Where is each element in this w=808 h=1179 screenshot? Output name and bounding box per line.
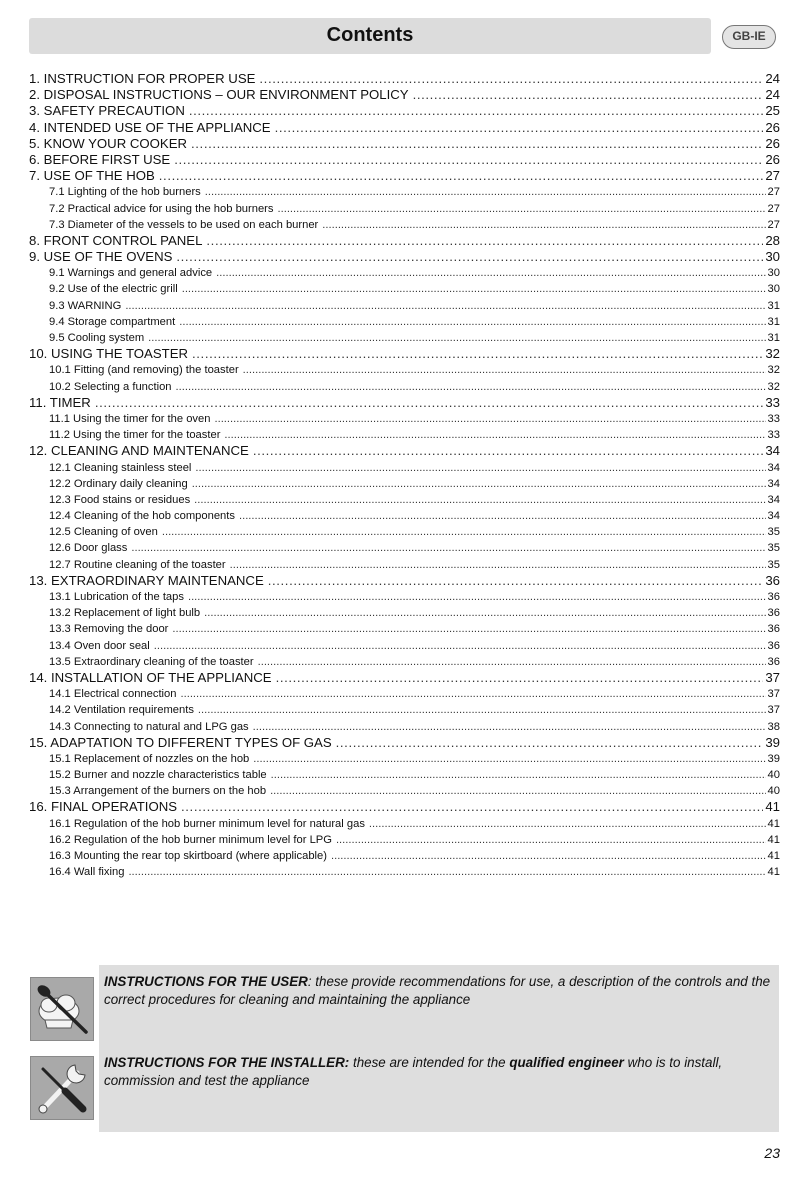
toc-leader-dots [195,460,765,476]
toc-section-entry [29,443,780,459]
toc-leader-dots [204,605,765,621]
installer-note-text-before: these are intended for the [349,1055,510,1070]
toc-entry-title: 15.1 Replacement of nozzles on the hob [49,752,250,765]
toc-section-entry [29,168,780,184]
toc-entry-page: 35 [767,526,780,539]
toc-subsection-entry [29,330,780,346]
toc-leader-dots [270,783,765,799]
toc-subsection-entry [29,201,780,217]
toc-leader-dots [253,443,763,459]
toc-entry-page: 30 [767,267,780,280]
toc-entry-page: 34 [767,510,780,523]
toc-leader-dots [131,540,765,556]
toc-entry-title: 16.4 Wall fixing [49,866,125,879]
page-number: 23 [764,1145,780,1161]
toc-subsection-entry [29,719,780,735]
toc-entry-title: 16. FINAL OPERATIONS [29,799,178,815]
toc-section-entry [29,71,780,87]
toc-leader-dots [206,233,763,249]
toc-leader-dots [214,411,765,427]
toc-leader-dots [191,136,763,152]
toc-entry-title: 12.3 Food stains or residues [49,493,191,506]
toc-subsection-entry [29,460,780,476]
toc-entry-title: 9. USE OF THE OVENS [29,249,173,265]
toc-entry-title: 7.2 Practical advice for using the hob burners [49,202,274,215]
toc-subsection-entry [29,832,780,848]
toc-leader-dots [188,589,766,605]
toc-entry-title: 16.2 Regulation of the hob burner minimum level for LPG [49,833,332,846]
toc-entry-page: 27 [765,168,780,184]
toc-entry-title: 2. DISPOSAL INSTRUCTIONS – OUR ENVIRONMENT POLICY [29,87,409,103]
toc-subsection-entry [29,217,780,233]
toc-entry-page: 36 [767,639,780,652]
toc-entry-title: 14.3 Connecting to natural and LPG gas [49,720,249,733]
toc-section-entry [29,799,780,815]
toc-entry-title: 6. BEFORE FIRST USE [29,151,171,167]
toc-entry-page: 38 [767,720,780,733]
toc-subsection-entry [29,557,780,573]
toc-section-entry [29,87,780,103]
toc-section-entry [29,395,780,411]
user-instructions-note [99,965,779,1046]
toc-subsection-entry [29,751,780,767]
toc-subsection-entry [29,427,780,443]
toc-entry-page: 35 [767,558,780,571]
toc-entry-page: 34 [767,461,780,474]
user-note-text: : these provide recommendations for use, a description of the controls and the correct procedures for cleaning and maintaining the appliance [104,974,771,1007]
toc-entry-title: 11.1 Using the timer for the oven [49,412,211,425]
toc-entry-title: 14.1 Electrical connection [49,688,177,701]
toc-entry-page: 41 [765,799,780,815]
toc-entry-title: 15.3 Arrangement of the burners on the hob [49,785,267,798]
toc-entry-page: 31 [767,332,780,344]
toc-subsection-entry [29,379,780,395]
toc-entry-page: 36 [767,623,780,636]
toc-entry-page: 40 [767,785,780,798]
toc-entry-title: 12.7 Routine cleaning of the toaster [49,558,226,571]
toc-entry-page: 31 [767,299,780,312]
toc-leader-dots [230,557,766,573]
toc-section-entry [29,233,780,249]
toc-leader-dots [239,508,766,524]
toc-entry-page: 33 [765,394,780,410]
toc-leader-dots [331,848,766,864]
toc-section-entry [29,735,780,751]
toc-entry-title: 13.5 Extraordinary cleaning of the toaster [49,655,254,668]
toc-leader-dots [159,168,764,184]
toc-entry-page: 41 [767,833,780,846]
toc-leader-dots [181,686,766,702]
toc-section-entry [29,152,780,168]
toc-entry-title: 9.4 Storage compartment [49,315,176,328]
toc-entry-title: 13.4 Oven door seal [49,639,150,652]
toc-subsection-entry [29,589,780,605]
toc-entry-title: 9.5 Cooling system [49,332,145,344]
toc-entry-page: 26 [765,135,780,151]
toc-leader-dots [128,864,765,880]
toc-entry-title: 8. FRONT CONTROL PANEL [29,232,203,248]
toc-entry-title: 12.1 Cleaning stainless steel [49,461,192,474]
toc-leader-dots [162,524,766,540]
toc-entry-page: 39 [765,734,780,750]
toc-leader-dots [216,265,765,281]
toc-leader-dots [275,120,764,136]
toc-entry-page: 27 [767,186,780,199]
toc-entry-page: 26 [765,151,780,167]
toc-leader-dots [172,621,765,637]
toc-entry-title: 13.3 Removing the door [49,623,169,636]
toc-section-entry [29,103,780,119]
toc-leader-dots [278,201,766,217]
installer-note-text-after: who is to install, commission and test the appliance [104,1055,723,1088]
toc-leader-dots [194,492,765,508]
toc-entry-page: 36 [765,572,780,588]
toc-entry-title: 13. EXTRAORDINARY MAINTENANCE [29,572,264,588]
toc-subsection-entry [29,314,780,330]
toc-subsection-entry [29,816,780,832]
toc-subsection-entry [29,281,780,297]
toc-leader-dots [154,638,766,654]
toc-leader-dots [224,427,765,443]
toc-subsection-entry [29,411,780,427]
toc-entry-title: 12. CLEANING AND MAINTENANCE [29,443,249,459]
toc-entry-title: 9.1 Warnings and general advice [49,267,213,280]
toc-subsection-entry [29,702,780,718]
toc-leader-dots [369,816,766,832]
toc-subsection-entry [29,476,780,492]
toc-subsection-entry [29,767,780,783]
toc-entry-page: 37 [767,704,780,717]
toc-entry-title: 7.1 Lighting of the hob burners [49,186,201,199]
installer-note-lead: INSTRUCTIONS FOR THE INSTALLER: [104,1055,350,1070]
toc-leader-dots [198,702,766,718]
toc-subsection-entry [29,638,780,654]
user-note-lead: INSTRUCTIONS FOR THE USER [104,974,308,989]
toc-entry-page: 41 [767,817,780,830]
toc-leader-dots [176,379,766,395]
toc-entry-title: 1. INSTRUCTION FOR PROPER USE [29,71,256,86]
toc-entry-title: 11.2 Using the timer for the toaster [49,429,221,442]
toc-entry-title: 14.2 Ventilation requirements [49,704,194,717]
toc-entry-title: 13.1 Lubrication of the taps [49,591,184,603]
toc-entry-page: 27 [767,218,780,231]
toc-entry-title: 10.2 Selecting a function [49,380,172,393]
toc-subsection-entry [29,508,780,524]
toc-leader-dots [243,362,766,378]
toc-section-entry [29,670,780,686]
toc-section-entry [29,120,780,136]
toc-entry-title: 7.3 Diameter of the vessels to be used on each burner [49,218,319,231]
toc-entry-title: 12.4 Cleaning of the hob components [49,510,235,523]
toc-entry-title: 10.1 Fitting (and removing) the toaster [49,364,239,377]
toc-leader-dots [125,298,765,314]
toc-entry-title: 9.3 WARNING [49,299,122,312]
page-title: Contents [326,24,414,46]
toc-leader-dots [276,670,764,686]
toc-entry-title: 11. TIMER [29,394,91,410]
toc-leader-dots [192,346,763,362]
toc-entry-title: 14. INSTALLATION OF THE APPLIANCE [29,669,272,685]
toc-entry-page: 30 [765,249,780,265]
toc-subsection-entry [29,848,780,864]
toc-entry-title: 5. KNOW YOUR COOKER [29,135,188,151]
toc-leader-dots [176,249,763,265]
toc-entry-title: 12.6 Door glass [49,542,128,555]
toc-entry-title: 16.1 Regulation of the hob burner minimum level for natural gas [49,817,365,830]
installer-note-emphasis: qualified engineer [509,1055,624,1070]
toc-entry-title: 15.2 Burner and nozzle characteristics table [49,769,267,782]
toc-leader-dots [259,71,763,87]
toc-subsection-entry [29,362,780,378]
toc-entry-page: 25 [765,103,780,119]
toc-entry-title: 4. INTENDED USE OF THE APPLIANCE [29,119,271,135]
toc-entry-page: 36 [767,607,780,620]
toc-entry-title: 15. ADAPTATION TO DIFFERENT TYPES OF GAS [29,734,332,750]
spoon-chef-hat-icon [30,977,94,1041]
toc-entry-page: 35 [767,542,780,555]
header-bar [29,18,711,54]
toc-section-entry [29,346,780,362]
toc-leader-dots [413,87,764,103]
toc-entry-title: 16.3 Mounting the rear top skirtboard (where applicable) [49,850,327,862]
toc-entry-page: 28 [765,232,780,248]
wrench-screwdriver-icon [30,1056,94,1120]
toc-entry-page: 33 [767,412,780,425]
toc-entry-page: 31 [767,315,780,328]
toc-entry-page: 32 [767,380,780,393]
toc-subsection-entry [29,540,780,556]
toc-entry-page: 37 [767,688,780,701]
toc-subsection-entry [29,605,780,621]
toc-subsection-entry [29,686,780,702]
toc-leader-dots [174,152,763,168]
toc-leader-dots [148,330,765,346]
toc-entry-title: 9.2 Use of the electric grill [49,283,178,296]
toc-section-entry [29,136,780,152]
toc-subsection-entry [29,265,780,281]
toc-entry-page: 40 [767,769,780,782]
toc-entry-page: 36 [767,655,780,668]
toc-subsection-entry [29,783,780,799]
table-of-contents [29,71,780,880]
toc-entry-page: 34 [767,477,780,490]
toc-entry-page: 27 [767,202,780,215]
toc-leader-dots [179,314,765,330]
toc-entry-title: 3. SAFETY PRECAUTION [29,103,185,119]
toc-entry-page: 33 [767,429,780,442]
toc-entry-title: 10. USING THE TOASTER [29,346,189,362]
region-badge: GB-IE [722,25,776,49]
toc-entry-page: 37 [765,669,780,685]
toc-leader-dots [182,281,766,297]
toc-subsection-entry [29,621,780,637]
toc-entry-page: 32 [767,364,780,377]
toc-subsection-entry [29,524,780,540]
toc-leader-dots [271,767,766,783]
toc-subsection-entry [29,184,780,200]
toc-entry-title: 13.2 Replacement of light bulb [49,607,201,620]
toc-leader-dots [322,217,765,233]
toc-entry-page: 34 [765,443,780,459]
toc-entry-page: 26 [765,119,780,135]
toc-entry-page: 24 [765,87,780,103]
toc-leader-dots [253,751,765,767]
toc-leader-dots [205,184,766,200]
toc-entry-title: 12.2 Ordinary daily cleaning [49,477,188,490]
toc-entry-page: 36 [767,591,780,603]
toc-entry-page: 30 [767,283,780,296]
toc-subsection-entry [29,864,780,880]
toc-leader-dots [336,735,764,751]
toc-leader-dots [181,799,763,815]
toc-leader-dots [268,573,764,589]
toc-entry-page: 39 [767,752,780,765]
toc-leader-dots [189,103,763,119]
toc-entry-title: 7. USE OF THE HOB [29,168,155,184]
toc-entry-page: 24 [765,71,780,86]
toc-leader-dots [336,832,766,848]
toc-leader-dots [95,395,764,411]
toc-subsection-entry [29,492,780,508]
toc-section-entry [29,249,780,265]
toc-entry-page: 41 [767,850,780,862]
toc-section-entry [29,573,780,589]
toc-entry-page: 32 [765,346,780,362]
toc-leader-dots [258,654,766,670]
installer-instructions-note [99,1046,779,1132]
toc-entry-page: 34 [767,493,780,506]
toc-subsection-entry [29,298,780,314]
toc-entry-page: 41 [767,866,780,879]
toc-subsection-entry [29,654,780,670]
toc-leader-dots [192,476,766,492]
toc-entry-title: 12.5 Cleaning of oven [49,526,158,539]
toc-leader-dots [253,719,766,735]
